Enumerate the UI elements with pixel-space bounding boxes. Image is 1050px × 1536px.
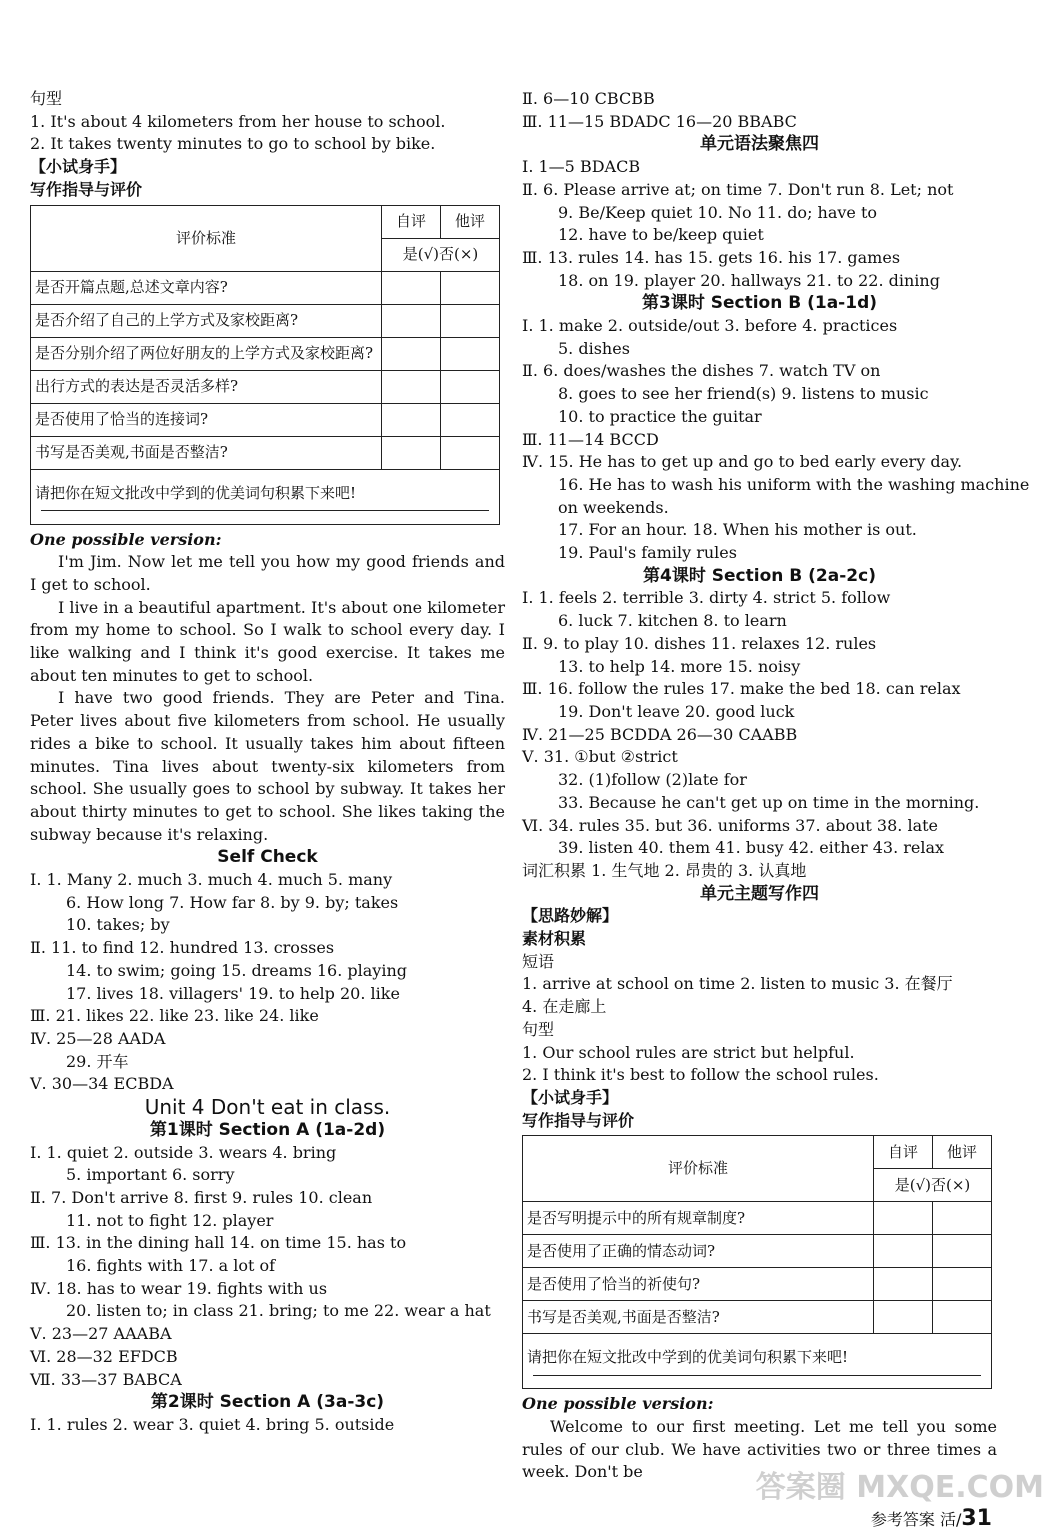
left.lines_b-line: Ⅵ. 28—32 EFDCB: [30, 1346, 178, 1366]
right.lines_a-line: 第3课时 Section B (1a-1d): [641, 293, 878, 314]
left.lines_b-line: Ⅲ. 13. in the dining hall 14. on time 15. has to: [30, 1233, 407, 1253]
essay-2: Welcome to our first meeting. Let me tell you some rules of our club. We have activities two or three times a week. Don't be: [522, 1417, 997, 1482]
left.lines_b-line: Ⅴ. 23—27 AAABA: [30, 1324, 172, 1344]
left.lines_b-line: Ⅳ. 18. has to wear 19. fights with us: [30, 1278, 328, 1298]
peer-eval-cell: [933, 1202, 992, 1235]
criteria-row: 是否分别介绍了两位好朋友的上学方式及家校距离?: [31, 337, 382, 370]
right.lines_a-line: Ⅱ. 6—10 CBCBB: [522, 89, 655, 108]
left.lines_a-line: 写作指导与评价: [30, 179, 143, 199]
version-label: One possible version:: [30, 529, 222, 549]
note-text: 请把你在短文批改中学到的优美词句积累下来吧!: [35, 483, 357, 502]
right.lines_a-line: 【小试身手】: [522, 1087, 619, 1107]
essay-paragraph: I live in a beautiful apartment. It's about one kilometer from my home to school. So I walk to school every day. I like walking and I think it's good exercise. It takes me about ten minutes to get to school.: [30, 597, 505, 685]
peer-eval-cell: [441, 304, 500, 337]
right.lines_a-line: Ⅱ. 6. Please arrive at; on time 7. Don't run 8. Let; not: [522, 179, 954, 199]
right.lines_a-line: 8. goes to see her friend(s) 9. listens to music: [558, 384, 929, 404]
left.lines_b-line: Unit 4 Don't eat in class.: [144, 1095, 391, 1120]
self-eval-cell: [874, 1301, 933, 1334]
page-number: 31: [961, 1506, 992, 1531]
right.lines_a-line: 6. luck 7. kitchen 8. to learn: [558, 611, 787, 631]
left.lines_b-line: Ⅶ. 33—37 BABCA: [30, 1369, 182, 1389]
criteria-row: 是否写明提示中的所有规章制度?: [523, 1202, 874, 1235]
right.lines_a-line: 17. For an hour. 18. When his mother is out.: [558, 520, 917, 540]
right.lines_a-line: Ⅰ. 1—5 BDACB: [522, 157, 641, 177]
note-cell: [31, 469, 500, 524]
left.lines_b-line: 第1课时 Section A (1a-2d): [149, 1119, 386, 1140]
right.lines_a-line: 33. Because he can't get up on time in the morning.: [558, 792, 980, 812]
right.lines_a-line: 19. Don't leave 20. good luck: [558, 701, 795, 721]
right.lines_a-line: Ⅲ. 13. rules 14. has 15. gets 16. his 17. games: [522, 247, 901, 267]
left.lines_b-line: 29. 开车: [66, 1051, 129, 1071]
left.lines_b-line: 11. not to fight 12. player: [66, 1210, 274, 1230]
right.lines_a-line: 19. Paul's family rules: [558, 543, 737, 563]
right.lines_a-line: Ⅵ. 34. rules 35. but 36. uniforms 37. about 38. late: [522, 815, 939, 835]
right.lines_a-line: Ⅰ. 1. make 2. outside/out 3. before 4. practices: [522, 316, 898, 336]
right.lines_a-line: Ⅱ. 9. to play 10. dishes 11. relaxes 12. rules: [522, 633, 877, 653]
peer-eval-cell: [441, 436, 500, 469]
peer-eval-header: 他评: [933, 1136, 992, 1169]
criteria-row: 是否使用了正确的情态动词?: [523, 1235, 874, 1268]
peer-eval-cell: [933, 1301, 992, 1334]
self-eval-cell: [382, 271, 441, 304]
right.lines_a-line: 单元语法聚焦四: [700, 134, 819, 155]
peer-eval-cell: [441, 271, 500, 304]
left.lines_b-line: Ⅰ. 1. rules 2. wear 3. quiet 4. bring 5. outside: [30, 1414, 395, 1434]
right.lines_a-line: 39. listen 40. them 41. busy 42. either 43. relax: [558, 838, 945, 858]
right.lines_a-line: Ⅰ. 1. feels 2. terrible 3. dirty 4. strict 5. follow: [522, 588, 891, 608]
right-answer-lines: [522, 88, 1030, 1132]
left.lines_b-line: Ⅱ. 11. to find 12. hundred 13. crosses: [30, 938, 335, 958]
right.lines_a-line: 写作指导与评价: [522, 1110, 635, 1130]
right.lines_a-line: 【思路妙解】: [522, 906, 619, 926]
peer-eval-header: 他评: [441, 205, 500, 238]
essay: [30, 551, 505, 846]
criteria-row: 书写是否美观,书面是否整洁?: [31, 436, 382, 469]
note-text: 请把你在短文批改中学到的优美词句积累下来吧!: [527, 1348, 849, 1367]
peer-eval-cell: [441, 403, 500, 436]
left-column: [30, 88, 505, 1437]
right.lines_a-line: 5. dishes: [558, 338, 630, 358]
peer-eval-cell: [933, 1268, 992, 1301]
left.lines_b-line: 16. fights with 17. a lot of: [66, 1256, 276, 1276]
left.lines_b-line: 6. How long 7. How far 8. by 9. by; takes: [66, 892, 399, 912]
right.lines_a-line: Ⅲ. 11—15 BDADC 16—20 BBABC: [522, 111, 797, 131]
self-eval-header: 自评: [382, 205, 441, 238]
peer-eval-cell: [441, 370, 500, 403]
left.lines_b-line: Ⅳ. 25—28 AADA: [30, 1028, 166, 1048]
self-eval-cell: [382, 436, 441, 469]
yes-no-header: 是(√)否(×): [382, 238, 500, 271]
right.lines_a-line: 词汇积累 1. 生气地 2. 昂贵的 3. 认真地: [522, 860, 807, 880]
self-eval-cell: [382, 403, 441, 436]
right-column: [522, 88, 1030, 1484]
criteria-row: 是否介绍了自己的上学方式及家校距离?: [31, 304, 382, 337]
left.lines_b-line: 14. to swim; going 15. dreams 16. playing: [66, 960, 408, 980]
right.lines_a-line: 4. 在走廊上: [522, 997, 607, 1017]
right.lines_a-line: Ⅲ. 16. follow the rules 17. make the bed 18. can relax: [522, 679, 961, 699]
criteria-row: 书写是否美观,书面是否整洁?: [523, 1301, 874, 1334]
left-top-lines: [30, 88, 505, 202]
criteria-header: 评价标准: [523, 1136, 874, 1202]
left.lines_a-line: 2. It takes twenty minutes to go to school by bike.: [30, 134, 436, 154]
self-eval-cell: [874, 1202, 933, 1235]
right.lines_a-line: 16. He has to wash his uniform with the washing machine: [558, 474, 1030, 494]
left.lines_b-line: Ⅴ. 30—34 ECBDA: [30, 1074, 174, 1094]
self-eval-cell: [382, 304, 441, 337]
left.lines_b-line: Ⅲ. 21. likes 22. like 23. like 24. like: [30, 1006, 319, 1026]
right.lines_a-line: 1. Our school rules are strict but helpful.: [522, 1042, 855, 1062]
left.lines_b-line: Ⅰ. 1. Many 2. much 3. much 4. much 5. many: [30, 870, 393, 890]
peer-eval-cell: [933, 1235, 992, 1268]
left.lines_a-line: 【小试身手】: [30, 157, 127, 177]
evaluation-table-1: [30, 205, 500, 525]
right.lines_a-line: 13. to help 14. more 15. noisy: [558, 656, 801, 676]
right.lines_a-line: 单元主题写作四: [700, 883, 819, 904]
left.lines_b-line: 20. listen to; in class 21. bring; to me 22. wear a hat: [66, 1301, 491, 1321]
criteria-row: 是否使用了恰当的祈使句?: [523, 1268, 874, 1301]
left-answer-lines: [30, 846, 505, 1436]
right.lines_a-line: Ⅴ. 31. ①but ②strict: [522, 747, 678, 767]
criteria-header: 评价标准: [31, 205, 382, 271]
right.lines_a-line: 2. I think it's best to follow the school rules.: [522, 1065, 879, 1085]
right.lines_a-line: Ⅳ. 15. He has to get up and go to bed early every day.: [522, 452, 963, 472]
page-footer: [871, 1506, 992, 1531]
left.lines_a-line: 1. It's about 4 kilometers from her house to school.: [30, 111, 446, 131]
self-eval-header: 自评: [874, 1136, 933, 1169]
essay-paragraph: I'm Jim. Now let me tell you how my good friends and I get to school.: [30, 552, 505, 594]
criteria-row: 是否开篇点题,总述文章内容?: [31, 271, 382, 304]
right.lines_a-line: 短语: [522, 951, 555, 971]
version-label-2: One possible version:: [522, 1394, 714, 1414]
left.lines_b-line: Ⅰ. 1. quiet 2. outside 3. wears 4. bring: [30, 1142, 337, 1162]
footer-label: 参考答案 活/: [870, 1510, 962, 1529]
self-eval-cell: [382, 370, 441, 403]
right.lines_a-line: Ⅳ. 21—25 BCDDA 26—30 CAABB: [522, 724, 798, 744]
essay-paragraph: I have two good friends. They are Peter and Tina. Peter lives about five kilometers from school. He usually rides a bike to school. It usually takes him about fifteen minutes. Tina lives about twenty-six kilometers from school. She usually goes to school by subway. It takes her about thirty minutes to get to school. She likes taking the subway because it's relaxing.: [30, 688, 505, 844]
left.lines_b-line: Self Check: [217, 847, 318, 868]
right.lines_a-line: 句型: [522, 1019, 555, 1039]
self-eval-cell: [382, 337, 441, 370]
left.lines_b-line: 17. lives 18. villagers' 19. to help 20. like: [66, 983, 400, 1003]
note-cell: [523, 1334, 992, 1389]
peer-eval-cell: [441, 337, 500, 370]
yes-no-header: 是(√)否(×): [874, 1169, 992, 1202]
right.lines_a-line: 素材积累: [522, 929, 587, 949]
right.lines_a-line: 18. on 19. player 20. hallways 21. to 22. dining: [558, 270, 940, 290]
criteria-row: 是否使用了恰当的连接词?: [31, 403, 382, 436]
right.lines_a-line: Ⅲ. 11—14 BCCD: [522, 429, 659, 449]
watermark-logo: 答案圈 MXQE.COM: [755, 1470, 1044, 1505]
left.lines_b-line: Ⅱ. 7. Don't arrive 8. first 9. rules 10. clean: [30, 1187, 373, 1207]
left.lines_b-line: 10. takes; by: [66, 915, 170, 935]
right.lines_a-line: on weekends.: [558, 497, 669, 517]
criteria-row: 出行方式的表达是否灵活多样?: [31, 370, 382, 403]
left.lines_b-line: 第2课时 Section A (3a-3c): [150, 1392, 385, 1413]
right.lines_a-line: Ⅱ. 6. does/washes the dishes 7. watch TV on: [522, 361, 881, 381]
self-eval-cell: [874, 1235, 933, 1268]
right.lines_a-line: 32. (1)follow (2)late for: [558, 770, 747, 790]
note-underline: [533, 1375, 981, 1376]
self-eval-cell: [874, 1268, 933, 1301]
evaluation-table-2: [522, 1135, 992, 1389]
right.lines_a-line: 1. arrive at school on time 2. listen to music 3. 在餐厅: [522, 974, 953, 994]
right.lines_a-line: 第4课时 Section B (2a-2c): [643, 565, 876, 586]
left.lines_a-line: 句型: [30, 89, 63, 108]
right.lines_a-line: 10. to practice the guitar: [558, 406, 762, 426]
left.lines_b-line: 5. important 6. sorry: [66, 1165, 235, 1185]
right.lines_a-line: 9. Be/Keep quiet 10. No 11. do; have to: [558, 202, 878, 222]
note-underline: [41, 510, 489, 511]
right.lines_a-line: 12. have to be/keep quiet: [558, 225, 764, 245]
